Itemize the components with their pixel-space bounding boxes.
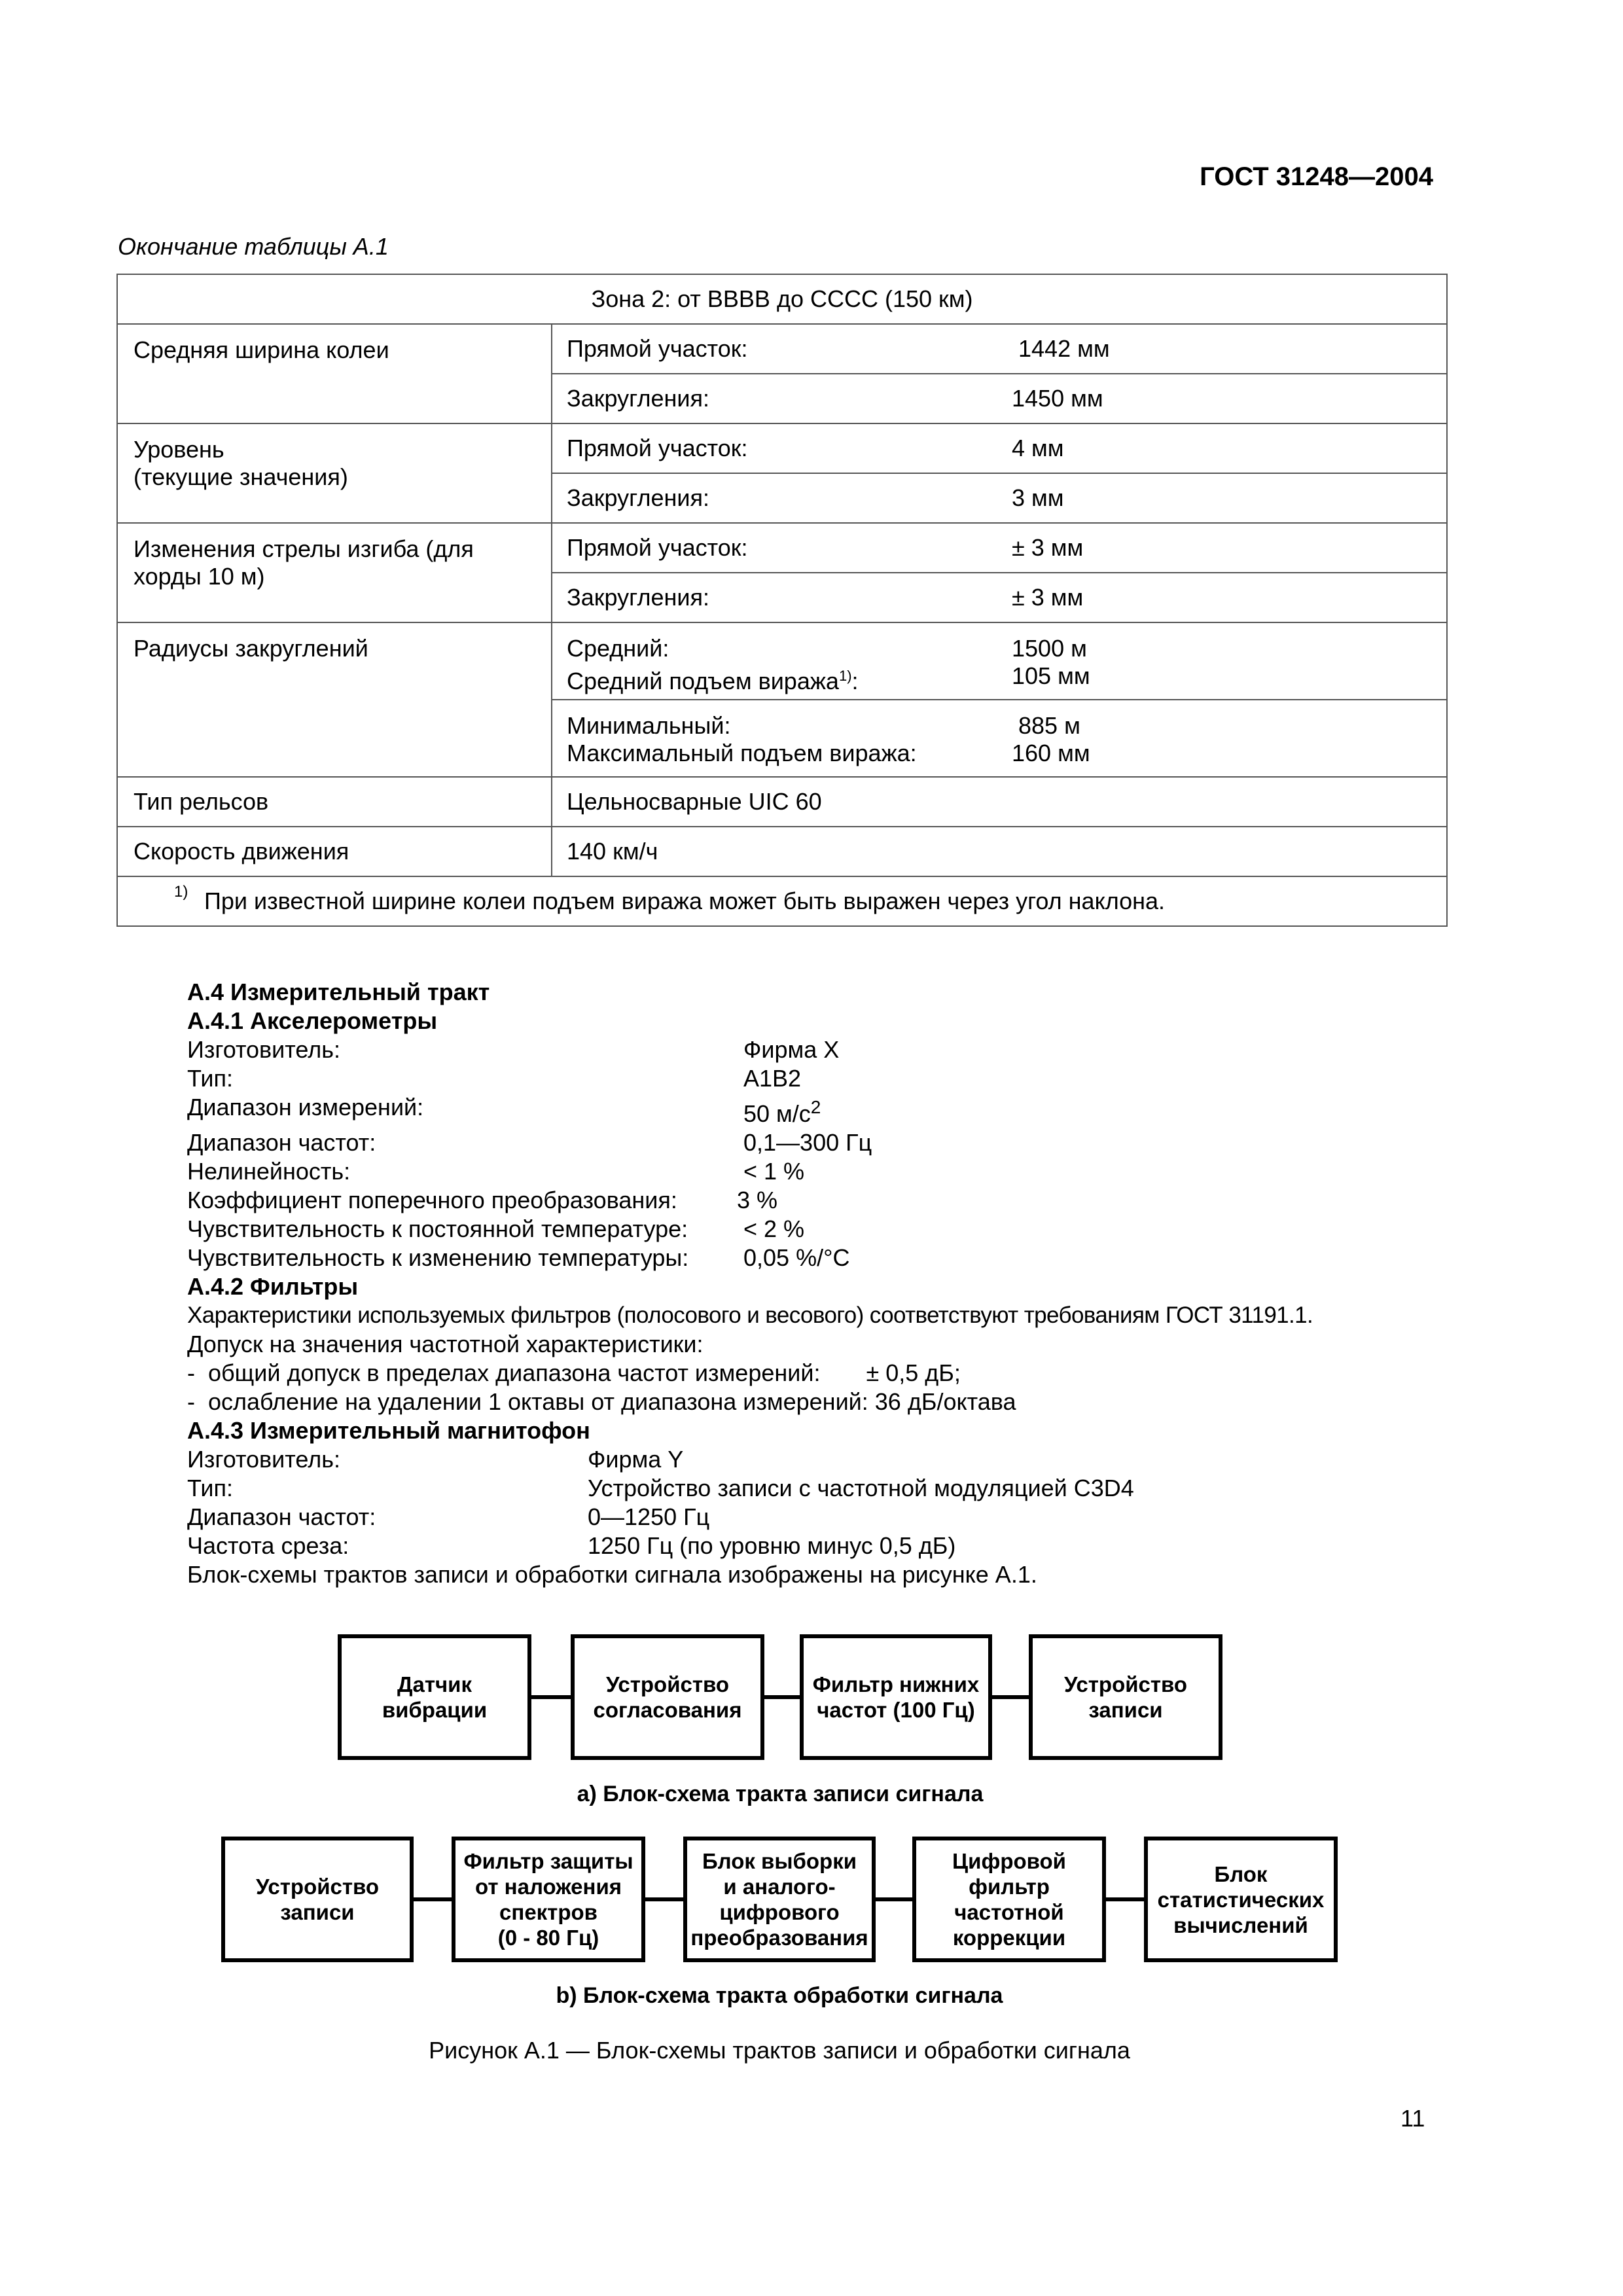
cell-key: Прямой участок: bbox=[567, 534, 748, 561]
recorder-key: Изготовитель: bbox=[187, 1446, 340, 1473]
footnote-mark: 1) bbox=[174, 883, 188, 901]
tolerance-intro: Допуск на значения частотной характеристики: bbox=[187, 1331, 704, 1357]
diagram-box-recorder: Устройство записи bbox=[1029, 1634, 1222, 1760]
heading-a43: А.4.3 Измерительный магнитофон bbox=[187, 1417, 590, 1444]
row-label: Средняя ширина колеи bbox=[117, 324, 552, 423]
row-label: Тип рельсов bbox=[117, 777, 552, 827]
heading-a4: А.4 Измерительный тракт bbox=[187, 978, 490, 1005]
cell-value: 1442 мм bbox=[1012, 335, 1110, 362]
accel-value: 0,1—300 Гц bbox=[743, 1129, 872, 1156]
document-header: ГОСТ 31248—2004 bbox=[1200, 162, 1433, 191]
diagram-box-lowpass-filter: Фильтр нижних частот (100 Гц) bbox=[800, 1634, 992, 1760]
diagram-caption-a: а) Блок-схема тракта записи сигнала bbox=[577, 1782, 984, 1806]
cell-value: 160 мм bbox=[1012, 740, 1090, 766]
cell-value: ± 3 мм bbox=[1012, 534, 1084, 561]
diagram-box-sensor: Датчик вибрации bbox=[338, 1634, 531, 1760]
accel-key: Коэффициент поперечного преобразования: bbox=[187, 1187, 677, 1213]
diagram-connector bbox=[764, 1695, 800, 1699]
recorder-key: Диапазон частот: bbox=[187, 1503, 376, 1530]
exponent: 2 bbox=[810, 1097, 821, 1117]
accel-key: Тип: bbox=[187, 1065, 234, 1092]
cell-key: Максимальный подъем виража: bbox=[567, 740, 917, 766]
recorder-value: Устройство записи с частотной модуляцией C3D4 bbox=[588, 1475, 1134, 1501]
accel-key: Диапазон частот: bbox=[187, 1129, 376, 1156]
accel-value: 0,05 %/°С bbox=[737, 1244, 850, 1271]
cell-value: 140 км/ч bbox=[567, 838, 658, 865]
figure-caption: Рисунок А.1 — Блок-схемы трактов записи и обработки сигнала bbox=[429, 2037, 1130, 2064]
accel-value: < 1 % bbox=[743, 1158, 805, 1185]
tolerance-item: - ослабление на удалении 1 октавы от диапазона измерений: 36 дБ/октава bbox=[187, 1388, 1016, 1415]
cell-key-text: Средний подъем виража bbox=[567, 668, 839, 694]
tolerance-item: - общий допуск в пределах диапазона частот измерений: ± 0,5 дБ; bbox=[187, 1359, 961, 1386]
diagram-box-antialias-filter: Фильтр защиты от наложения спектров (0 - 80 Гц) bbox=[452, 1837, 645, 1962]
zone-title: Зона 2: от ВВВВ до СССС (150 км) bbox=[117, 274, 1447, 324]
table-caption: Окончание таблицы А.1 bbox=[118, 233, 389, 260]
recorder-key: Частота среза: bbox=[187, 1532, 349, 1559]
footnote-text: При известной ширине колеи подъем виража может быть выражен через угол наклона. bbox=[204, 888, 1166, 914]
heading-a41: А.4.1 Акселерометры bbox=[187, 1007, 438, 1034]
filters-text: Характеристики используемых фильтров (полосового и весового) соответствуют требованиям ГОСТ 31191.1. bbox=[187, 1302, 1313, 1328]
cell-value: 105 мм bbox=[1012, 662, 1090, 689]
recorder-value: Фирма Y bbox=[588, 1446, 684, 1473]
recorder-value: 0—1250 Гц bbox=[588, 1503, 710, 1530]
diagram-connector bbox=[531, 1695, 571, 1699]
cell-key: Закругления: bbox=[567, 584, 709, 611]
accel-value: Фирма X bbox=[743, 1036, 840, 1063]
table-footnote bbox=[117, 876, 1447, 926]
diagram-connector bbox=[992, 1695, 1029, 1699]
cell-value: Цельносварные UIC 60 bbox=[567, 788, 822, 815]
diagram-connector bbox=[1106, 1897, 1144, 1901]
page-number: 11 bbox=[1400, 2105, 1425, 2132]
diagram-connector bbox=[645, 1897, 683, 1901]
cell-key bbox=[567, 662, 1012, 695]
section-a4 bbox=[187, 978, 1313, 1589]
accel-value: A1B2 bbox=[743, 1065, 802, 1092]
footnote-ref: 1) bbox=[838, 668, 852, 684]
diagram-connector bbox=[876, 1897, 912, 1901]
diagram-connector bbox=[414, 1897, 452, 1901]
row-label: Уровень (текущие значения) bbox=[117, 423, 552, 523]
accel-value-text: 50 м/с bbox=[743, 1100, 811, 1127]
diagram-caption-b: b) Блок-схема тракта обработки сигнала bbox=[556, 1983, 1003, 2008]
diagram-box-matching: Устройство согласования bbox=[571, 1634, 764, 1760]
accel-value: < 2 % bbox=[737, 1215, 805, 1242]
accel-key: Изготовитель: bbox=[187, 1036, 340, 1063]
heading-a42: А.4.2 Фильтры bbox=[187, 1273, 359, 1300]
accel-key: Диапазон измерений: bbox=[187, 1094, 424, 1121]
recorder-value: 1250 Гц (по уровню минус 0,5 дБ) bbox=[588, 1532, 956, 1559]
row-label: Скорость движения bbox=[117, 827, 552, 876]
cell-key: Закругления: bbox=[567, 385, 709, 412]
parameters-table bbox=[116, 274, 1448, 927]
diagram-box-adc: Блок выборки и аналого- цифрового преобразования bbox=[683, 1837, 876, 1962]
cell-key-colon: : bbox=[851, 668, 859, 694]
block-diagram-intro: Блок-схемы трактов записи и обработки сигнала изображены на рисунке А.1. bbox=[187, 1561, 1037, 1588]
recorder-key: Тип: bbox=[187, 1475, 234, 1501]
cell-value: 1500 м bbox=[1012, 635, 1087, 662]
cell-key: Закругления: bbox=[567, 484, 709, 511]
accel-value bbox=[743, 1093, 821, 1128]
diagram-box-statistics: Блок статистических вычислений bbox=[1144, 1837, 1338, 1962]
diagram-box-recorder-b: Устройство записи bbox=[221, 1837, 414, 1962]
accel-key: Чувствительность к постоянной температуре: bbox=[187, 1215, 688, 1242]
cell-key: Средний: bbox=[567, 635, 669, 662]
accel-key: Нелинейность: bbox=[187, 1158, 351, 1185]
accel-key: Чувствительность к изменению температуры: bbox=[187, 1244, 689, 1271]
cell-value: 3 мм bbox=[1012, 484, 1064, 511]
diagram-box-digital-filter: Цифровой фильтр частотной коррекции bbox=[912, 1837, 1106, 1962]
cell-key: Прямой участок: bbox=[567, 435, 748, 461]
cell-value: ± 3 мм bbox=[1012, 584, 1084, 611]
cell-value: 885 м bbox=[1012, 712, 1080, 739]
row-label: Изменения стрелы изгиба (для хорды 10 м) bbox=[117, 523, 552, 622]
cell-key: Минимальный: bbox=[567, 712, 731, 739]
accel-value: 3 % bbox=[737, 1187, 778, 1213]
cell-key: Прямой участок: bbox=[567, 335, 748, 362]
cell-value: 4 мм bbox=[1012, 435, 1064, 461]
cell-value: 1450 мм bbox=[1012, 385, 1103, 412]
row-label: Радиусы закруглений bbox=[117, 622, 552, 777]
